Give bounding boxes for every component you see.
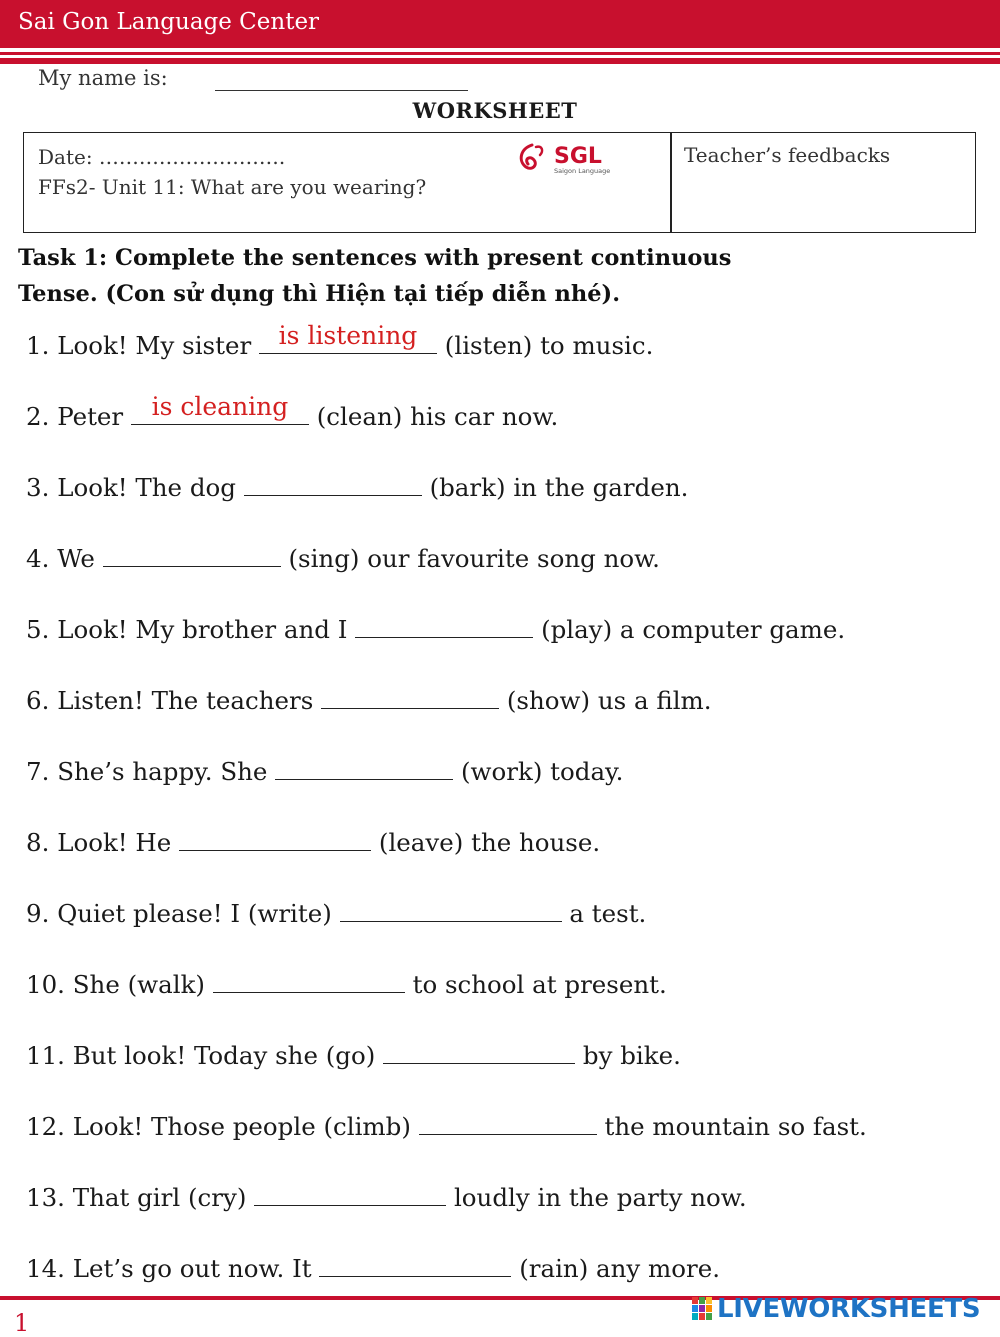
item-number: 4. xyxy=(26,544,50,573)
answer-blank[interactable] xyxy=(244,475,422,496)
item-text-before: Quiet please! I (write) xyxy=(57,899,332,928)
exercise-item xyxy=(26,473,688,502)
item-text-before: She (walk) xyxy=(72,970,205,999)
item-number: 10. xyxy=(26,970,65,999)
name-blank[interactable] xyxy=(215,90,468,91)
sgl-logo xyxy=(514,139,614,181)
item-number: 12. xyxy=(26,1112,65,1141)
item-number: 1. xyxy=(26,331,50,360)
liveworksheets-icon xyxy=(692,1297,712,1321)
exercise-item xyxy=(26,1112,867,1141)
page-number: 1 xyxy=(14,1309,30,1337)
info-box xyxy=(23,132,976,233)
answer-blank[interactable] xyxy=(355,617,533,638)
filled-answer: is cleaning xyxy=(151,392,289,421)
unit-title: FFs2- Unit 11: What are you wearing? xyxy=(38,175,427,199)
answer-blank[interactable] xyxy=(340,901,562,922)
header-band xyxy=(0,0,1000,48)
exercise-item xyxy=(26,321,654,360)
header-rule-thin xyxy=(0,52,1000,55)
exercise-item xyxy=(26,757,623,786)
item-text-after: (play) a computer game. xyxy=(541,615,846,644)
task-line-1: Task 1: Complete the sentences with present continuous xyxy=(18,245,732,271)
logo-subtext: Saigon Language xyxy=(554,167,611,175)
answer-blank[interactable] xyxy=(319,1256,511,1277)
exercise-item xyxy=(26,686,712,715)
exercise-item xyxy=(26,544,660,573)
item-number: 7. xyxy=(26,757,50,786)
logo-text: SGL xyxy=(554,144,602,169)
answer-blank[interactable] xyxy=(275,759,453,780)
exercise-item xyxy=(26,1041,681,1070)
item-number: 14. xyxy=(26,1254,65,1283)
item-text-before: Peter xyxy=(57,402,124,431)
answer-blank[interactable] xyxy=(419,1114,597,1135)
answer-blank[interactable] xyxy=(103,546,281,567)
answer-blank[interactable] xyxy=(213,972,405,993)
item-text-after: by bike. xyxy=(582,1041,681,1070)
item-text-after: (leave) the house. xyxy=(378,828,601,857)
item-number: 5. xyxy=(26,615,50,644)
item-text-after: a test. xyxy=(569,899,647,928)
answer-blank[interactable] xyxy=(131,392,309,425)
date-field: Date: ………………………. xyxy=(38,145,286,169)
school-name: Sai Gon Language Center xyxy=(18,9,320,35)
item-text-before: Look! The dog xyxy=(57,473,236,502)
item-text-before: Listen! The teachers xyxy=(57,686,314,715)
item-number: 3. xyxy=(26,473,50,502)
task-instructions xyxy=(18,240,978,312)
info-divider xyxy=(670,133,672,232)
answer-blank[interactable] xyxy=(254,1185,446,1206)
item-text-after: (bark) in the garden. xyxy=(429,473,689,502)
item-text-before: We xyxy=(57,544,95,573)
item-number: 2. xyxy=(26,402,50,431)
answer-blank[interactable] xyxy=(259,321,437,354)
item-text-after: (listen) to music. xyxy=(444,331,654,360)
exercise-item xyxy=(26,1183,747,1212)
name-label: My name is: xyxy=(38,66,168,90)
task-line-2: Tense. (Con sử dụng thì Hiện tại tiếp diễn nhé). xyxy=(18,281,621,307)
worksheet-title: WORKSHEET xyxy=(412,98,578,123)
answer-blank[interactable] xyxy=(383,1043,575,1064)
liveworksheets-brand: LIVEWORKSHEETS xyxy=(717,1294,981,1324)
item-text-before: She’s happy. She xyxy=(57,757,268,786)
item-text-after: loudly in the party now. xyxy=(453,1183,747,1212)
exercise-item xyxy=(26,828,600,857)
item-text-before: But look! Today she (go) xyxy=(72,1041,376,1070)
answer-blank[interactable] xyxy=(179,830,371,851)
exercise-item xyxy=(26,899,646,928)
teacher-feedback-label: Teacher’s feedbacks xyxy=(684,143,891,167)
item-number: 8. xyxy=(26,828,50,857)
exercise-item xyxy=(26,392,559,431)
item-text-before: Look! My sister xyxy=(57,331,252,360)
item-text-after: (work) today. xyxy=(460,757,624,786)
exercise-item xyxy=(26,615,845,644)
answer-blank[interactable] xyxy=(321,688,499,709)
item-text-after: (show) us a film. xyxy=(506,686,712,715)
item-number: 11. xyxy=(26,1041,65,1070)
item-text-before: Let’s go out now. It xyxy=(72,1254,312,1283)
exercise-item xyxy=(26,1254,720,1283)
item-text-before: Look! Those people (climb) xyxy=(72,1112,411,1141)
filled-answer: is listening xyxy=(278,321,418,350)
item-text-after: (sing) our favourite song now. xyxy=(288,544,660,573)
item-text-before: Look! My brother and I xyxy=(57,615,348,644)
item-number: 9. xyxy=(26,899,50,928)
exercise-item xyxy=(26,970,667,999)
item-text-before: Look! He xyxy=(57,828,172,857)
item-text-after: to school at present. xyxy=(412,970,667,999)
item-text-after: the mountain so fast. xyxy=(604,1112,867,1141)
item-text-after: (clean) his car now. xyxy=(316,402,559,431)
header-rule-thick xyxy=(0,58,1000,64)
item-number: 13. xyxy=(26,1183,65,1212)
item-number: 6. xyxy=(26,686,50,715)
item-text-after: (rain) any more. xyxy=(519,1254,721,1283)
item-text-before: That girl (cry) xyxy=(72,1183,247,1212)
